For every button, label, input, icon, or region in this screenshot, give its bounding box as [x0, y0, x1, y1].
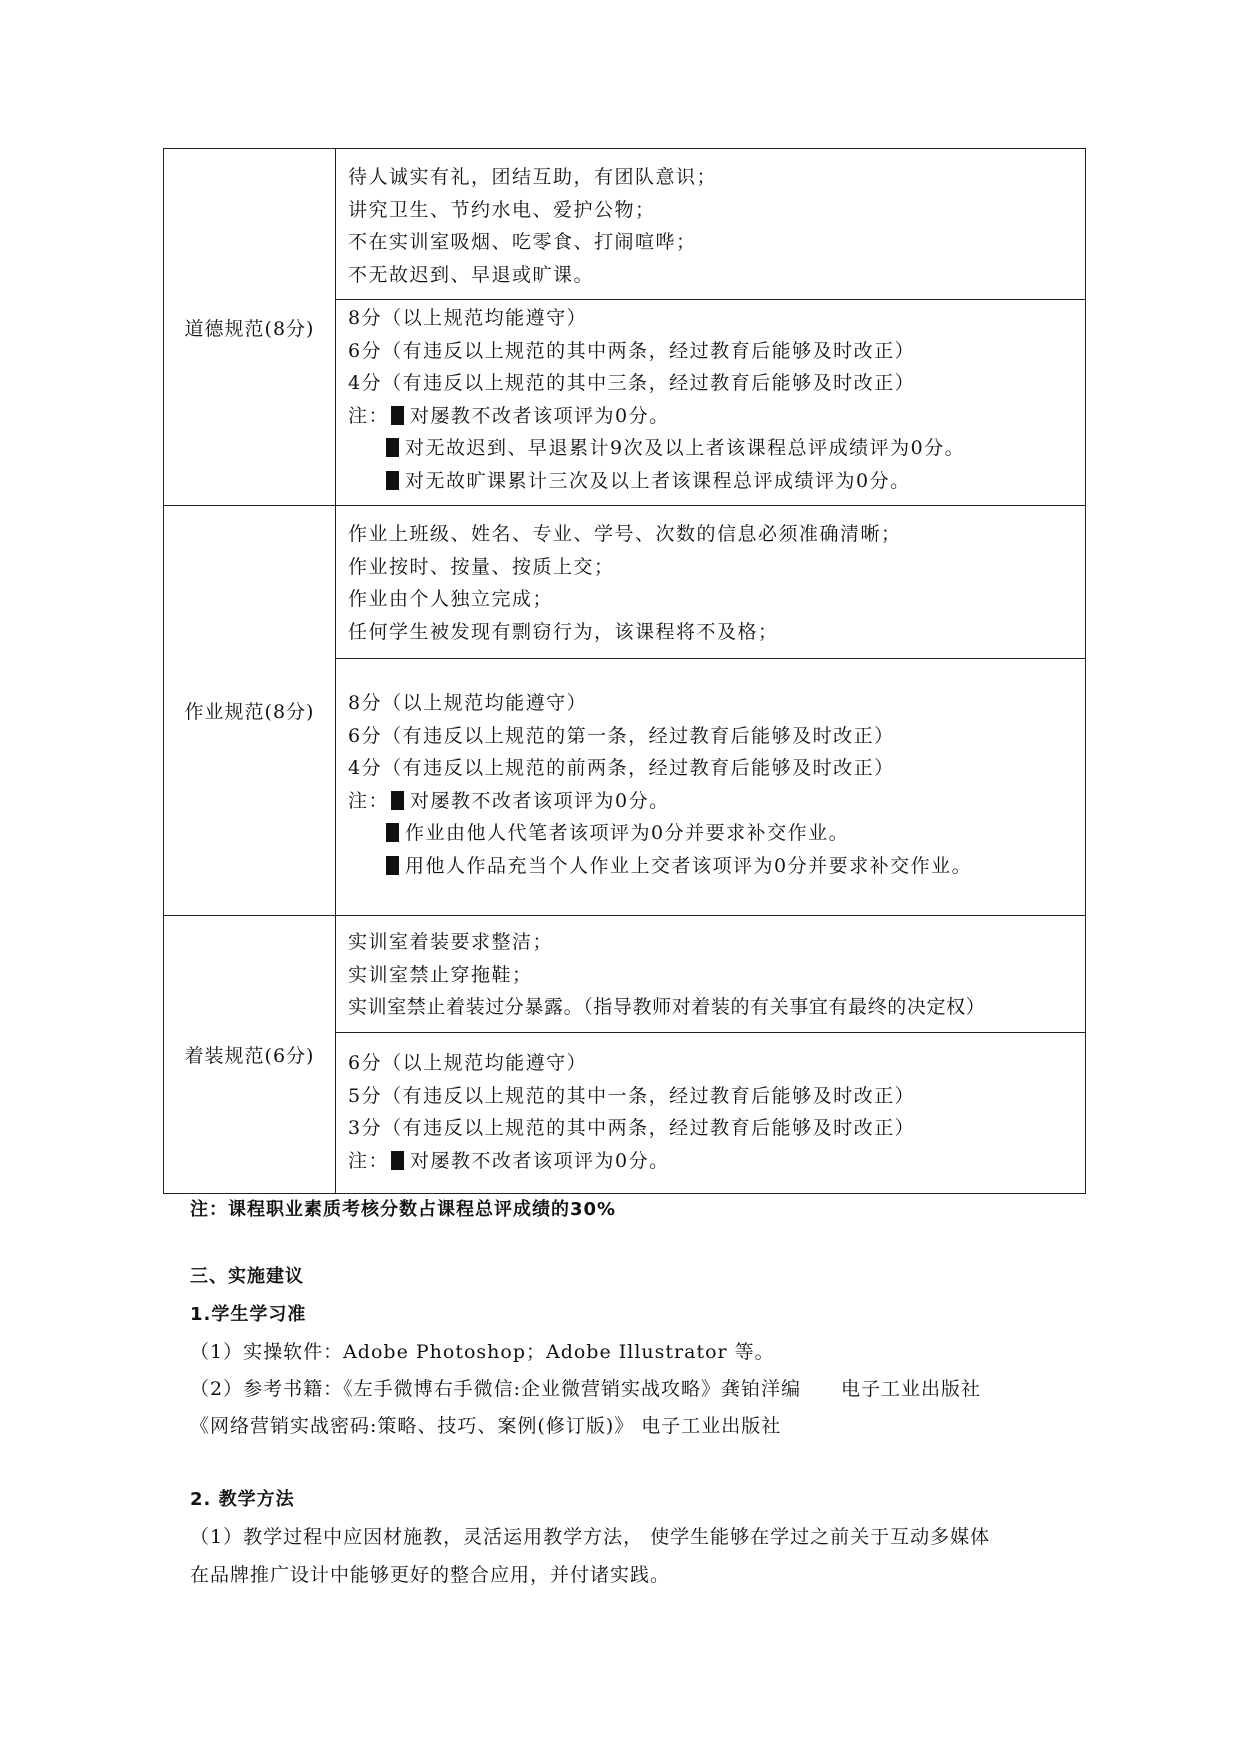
square-bullet-icon — [386, 438, 399, 457]
category-cell — [164, 506, 336, 916]
subsection-heading: 2. 教学方法 — [190, 1489, 295, 1510]
square-bullet-icon — [386, 856, 399, 875]
criteria-cell — [336, 506, 1086, 659]
note-text: 作业由他人代笔者该项评为0分并要求补交作业。 — [405, 822, 850, 844]
criteria-line: 任何学生被发现有剽窃行为，该课程将不及格； — [348, 620, 779, 643]
score-line: 5分（有违反以上规范的其中一条，经过教育后能够及时改正） — [348, 1084, 916, 1107]
paragraph-line: 在品牌推广设计中能够更好的整合应用，并付诸实践。 — [190, 1564, 671, 1586]
note-line — [348, 850, 1073, 883]
table-row — [164, 506, 1086, 659]
list-item: （2）参考书籍：《左手微博右手微信:企业微营销实战攻略》龚铂洋编 电子工业出版社 — [190, 1378, 981, 1400]
table-row — [164, 149, 1086, 300]
criteria-line: 待人诚实有礼，团结互助，有团队意识； — [348, 166, 718, 188]
square-bullet-icon — [386, 823, 399, 842]
score-line: 4分（有违反以上规范的其中三条，经过教育后能够及时改正） — [348, 372, 916, 394]
square-bullet-icon — [386, 471, 399, 490]
note-line — [348, 817, 1073, 850]
note-text: 对无故迟到、早退累计9次及以上者该课程总评成绩评为0分。 — [405, 437, 966, 459]
criteria-line: 不在实训室吸烟、吃零食、打闹喧哗； — [348, 231, 697, 253]
subsection-heading: 1.学生学习准 — [190, 1304, 307, 1325]
criteria-line: 不无故迟到、早退或旷课。 — [348, 263, 595, 286]
note-prefix: 注： — [348, 1149, 390, 1172]
criteria-line: 实训室禁止穿拖鞋； — [348, 963, 533, 986]
note-line — [348, 1145, 1073, 1178]
note-prefix: 注： — [348, 404, 390, 427]
category-label: 作业规范(8分) — [184, 701, 315, 723]
note-text: 对屡教不改者该项评为0分。 — [410, 404, 670, 427]
score-line: 8分（以上规范均能遵守） — [348, 307, 588, 329]
score-line: 4分（有违反以上规范的前两条，经过教育后能够及时改正） — [348, 757, 895, 779]
note-line — [348, 400, 1073, 433]
list-item: （1）实操软件：Adobe Photoshop；Adobe Illustrator 等。 — [190, 1341, 775, 1363]
note-prefix: 注： — [348, 789, 390, 812]
criteria-line: 作业由个人独立完成； — [348, 588, 554, 610]
score-line: 6分（有违反以上规范的其中两条，经过教育后能够及时改正） — [348, 339, 916, 362]
list-item: 《网络营销实战密码:策略、技巧、案例(修订版)》 电子工业出版社 — [190, 1415, 782, 1437]
scores-cell — [336, 1033, 1086, 1194]
note-text: 对屡教不改者该项评为0分。 — [410, 1149, 670, 1172]
square-bullet-icon — [391, 1151, 404, 1170]
paragraph-line: （1）教学过程中应因材施教，灵活运用教学方法， 使学生能够在学过之前关于互动多媒体 — [190, 1526, 991, 1548]
criteria-cell — [336, 916, 1086, 1033]
category-label: 道德规范(8分) — [184, 317, 315, 340]
criteria-line: 讲究卫生、节约水电、爱护公物； — [348, 198, 656, 221]
section-heading: 三、实施建议 — [190, 1266, 304, 1287]
category-label: 着装规范(6分) — [184, 1045, 315, 1067]
score-line: 6分（以上规范均能遵守） — [348, 1052, 588, 1074]
table-row — [164, 916, 1086, 1033]
category-cell — [164, 149, 336, 506]
score-line: 6分（有违反以上规范的第一条，经过教育后能够及时改正） — [348, 724, 895, 747]
table-note: 注：课程职业素质考核分数占课程总评成绩的30% — [190, 1199, 617, 1220]
scores-cell — [336, 659, 1086, 916]
rubric-table — [163, 148, 1086, 1194]
criteria-line: 实训室着装要求整洁； — [348, 931, 554, 953]
criteria-cell — [336, 149, 1086, 300]
scores-cell — [336, 300, 1086, 506]
square-bullet-icon — [391, 406, 404, 425]
criteria-line: 作业按时、按量、按质上交； — [348, 555, 615, 578]
criteria-line: 作业上班级、姓名、专业、学号、次数的信息必须准确清晰； — [348, 523, 902, 545]
note-text: 对屡教不改者该项评为0分。 — [410, 789, 670, 812]
note-line — [348, 785, 1073, 818]
note-text: 对无故旷课累计三次及以上者该课程总评成绩评为0分。 — [405, 469, 911, 492]
square-bullet-icon — [391, 791, 404, 810]
score-line: 3分（有违反以上规范的其中两条，经过教育后能够及时改正） — [348, 1117, 916, 1139]
criteria-line: 实训室禁止着装过分暴露。（指导教师对着装的有关事宜有最终的决定权） — [348, 996, 986, 1018]
category-cell — [164, 916, 336, 1194]
note-text: 用他人作品充当个人作业上交者该项评为0分并要求补交作业。 — [405, 854, 973, 877]
score-line: 8分（以上规范均能遵守） — [348, 692, 588, 714]
note-line — [348, 465, 1073, 498]
note-line — [348, 432, 1073, 465]
